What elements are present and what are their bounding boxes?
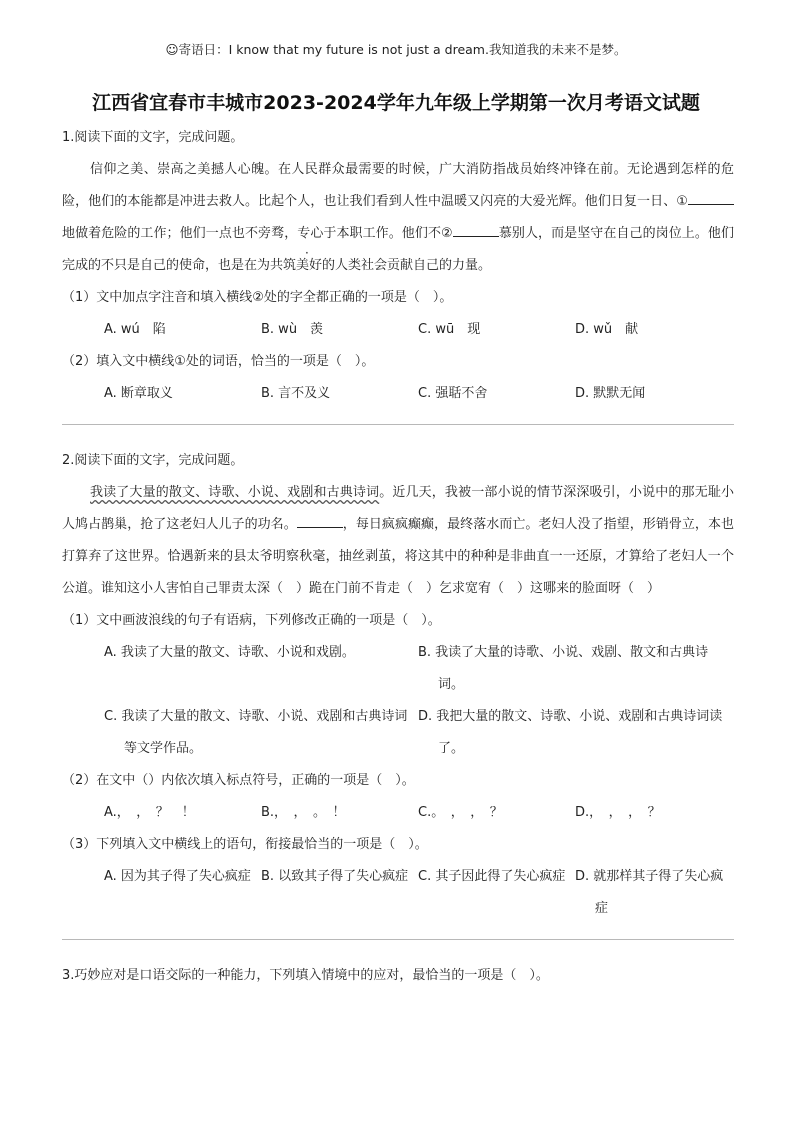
option-b[interactable]: B. 言不及义 <box>261 386 331 401</box>
option-d[interactable]: D. 我把大量的散文、诗歌、小说、戏剧和古典诗词读了。 <box>418 709 723 756</box>
blank-line-2 <box>453 222 499 237</box>
question-1-sub-1-options <box>62 314 734 346</box>
question-1-stem: 1.阅读下面的文字，完成问题。 <box>62 130 244 145</box>
question-2 <box>62 451 734 925</box>
option-b[interactable]: B. wù 羡 <box>261 322 324 337</box>
option-c[interactable]: C. 强聒不舍 <box>418 386 488 401</box>
option-d[interactable]: D. 默默无闻 <box>575 386 646 401</box>
option-c[interactable]: C. 我读了大量的散文、诗歌、小说、戏剧和古典诗词等文学作品。 <box>104 709 408 756</box>
question-2-stem: 2.阅读下面的文字，完成问题。 <box>62 453 244 468</box>
option-d[interactable]: D. wǔ 献 <box>575 322 639 337</box>
option-a[interactable]: A. 断章取义 <box>104 386 173 401</box>
question-2-sub-3-options <box>62 861 734 925</box>
question-2-sub-3: （3）下列填入文中横线上的语句，衔接最恰当的一项是（ ）。 <box>62 837 428 852</box>
question-1-sub-1: （1）文中加点字注音和填入横线②处的字全都正确的一项是（ ）。 <box>62 290 453 305</box>
blank-marker-2: ② <box>441 226 453 241</box>
divider <box>62 424 734 425</box>
question-2-sub-1-options <box>62 637 734 765</box>
option-b[interactable]: B.， ， 。 ！ <box>261 805 346 820</box>
question-1-passage <box>62 154 734 282</box>
divider <box>62 939 734 940</box>
option-c[interactable]: C. 其子因此得了失心疯症 <box>418 869 566 884</box>
question-1 <box>62 128 734 410</box>
passage-text: 信仰之美、崇高之美撼人心魄。在人民群众最需要的时候，广大消防指战员始终冲锋在前。无论遇到怎样的危险，他们的本能都是冲进去救人。比起个人，也让我们看到人性中温暖又闪亮的大爱光辉。他们日复一日、 <box>62 162 734 209</box>
blank-marker-1: ① <box>676 194 688 209</box>
page-title: 江西省宜春市丰城市2023-2024学年九年级上学期第一次月考语文试题 <box>92 92 700 114</box>
passage-text: 慕别人，而是坚守在自己的岗位上。他们完成的不只是自己的使命，也是在为共筑美好的人类社会贡献自己的力量。 <box>62 226 734 273</box>
option-d[interactable]: D.， ， ， ？ <box>575 805 661 820</box>
exam-content <box>62 128 734 986</box>
option-a[interactable]: A. 因为其子得了失心疯症 <box>104 869 251 884</box>
question-2-sub-2-options <box>62 797 734 829</box>
passage-text: ，每日疯疯癫癫，最终落水而亡。老妇人没了指望，形销骨立，本也打算弃了这世界。恰遇新来的县太爷明察秋毫，抽丝剥茧，将这其中的种种是非曲直一一还原，才算给了老妇人一个公道。谁知这小人害怕自己罪责太深（ ）跪在门前不肯走（ ）乞求宽宥（ ）这哪来的脸面呀（ ） <box>62 517 734 596</box>
question-3-stem: 3.巧妙应对是口语交际的一种能力，下列填入情境中的应对，最恰当的一项是（ ）。 <box>62 968 549 983</box>
dotted-character: 骛 · <box>271 226 284 241</box>
question-2-sub-2: （2）在文中（）内依次填入标点符号，正确的一项是（ ）。 <box>62 773 415 788</box>
motto: ☺寄语日：I know that my future is not just a dream.我知道我的未来不是梦。 <box>165 42 627 57</box>
passage-text: ，专心于本职工作。他们不 <box>284 226 442 241</box>
question-1-sub-2-options <box>62 378 734 410</box>
option-c[interactable]: C. wū 现 <box>418 322 481 337</box>
option-a[interactable]: A. 我读了大量的散文、诗歌、小说和戏剧。 <box>104 645 355 660</box>
option-b[interactable]: B. 以致其子得了失心疯症 <box>261 869 409 884</box>
option-d[interactable]: D. 就那样其子得了失心疯症 <box>575 869 724 916</box>
question-3 <box>62 966 734 986</box>
question-1-sub-2: （2）填入文中横线①处的词语，恰当的一项是（ ）。 <box>62 354 375 369</box>
passage-text: 。近几天，我被一部小说的情节深深吸引，小说中的那无耻小人鸠占鹊巢，抢了这老妇人儿子的功名。 <box>62 485 734 532</box>
blank-line <box>297 513 343 528</box>
passage-text: 地做着危险的工作；他们一点也不旁 <box>62 226 272 241</box>
option-a[interactable]: A. wú 陷 <box>104 322 166 337</box>
option-c[interactable]: C.。 ， ， ？ <box>418 805 503 820</box>
question-2-passage <box>62 477 734 605</box>
wavy-underlined-sentence: 我读了大量的散文、诗歌、小说、戏剧和古典诗词 <box>90 485 380 500</box>
option-a[interactable]: A.， ， ？ ！ <box>104 805 195 820</box>
blank-line-1 <box>688 190 734 205</box>
option-b[interactable]: B. 我读了大量的诗歌、小说、戏剧、散文和古典诗词。 <box>418 645 709 692</box>
question-2-sub-1: （1）文中画波浪线的句子有语病，下列修改正确的一项是（ ）。 <box>62 613 441 628</box>
